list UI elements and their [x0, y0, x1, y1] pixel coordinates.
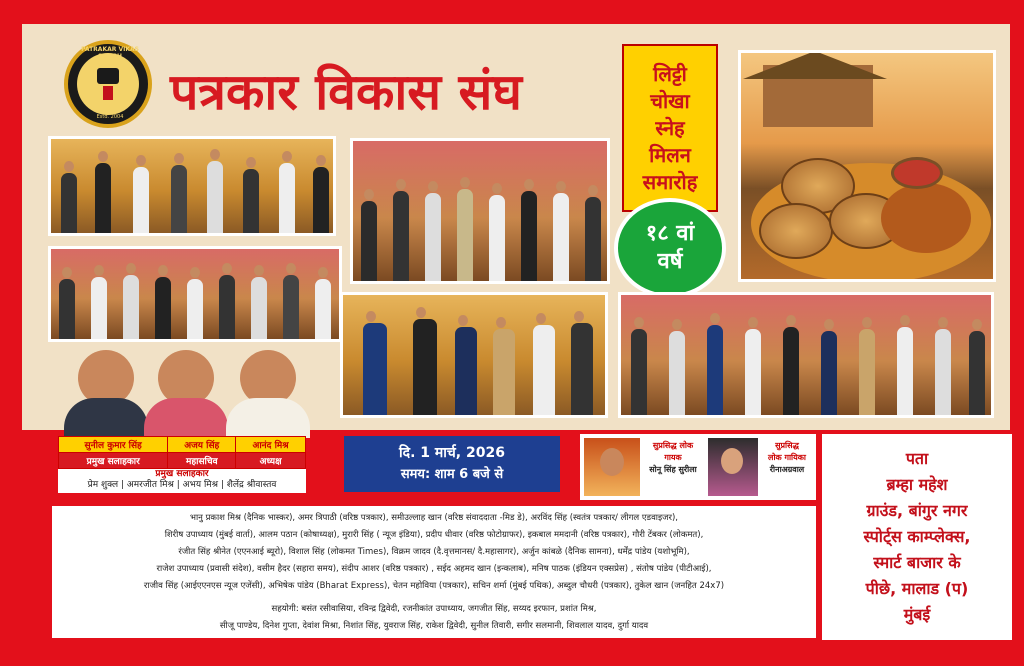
event-line: चोखा — [650, 88, 690, 113]
year-number: १८ वां — [645, 221, 695, 246]
event-photo-3 — [48, 246, 342, 342]
event-photo-2 — [350, 138, 610, 284]
supporters-line: सीजू पाण्डेय, दिनेश गुप्ता, देवांश मिश्रा, निशांत सिंह, युवराज सिंह, राकेश द्विवेदी, सुनील तिवारी, सगीर सलमानी, शिवलाल यादव, दुर्गा यादव — [219, 621, 649, 631]
year-label: वर्ष — [657, 249, 683, 274]
guest-line: राजीव सिंह (आईएएनएस न्यूज एजेंसी), अभिषेक पांडेय (Bharat Express), चेतन महोविया (पत्रकार), सचिन शर्मा (मुंबई पथिक), अब्दुल चौधरी (पत्रकार), तुकेल खान (जनहित 24x7) — [143, 581, 725, 591]
official-name: अजय सिंह — [168, 437, 236, 453]
singer-title: सुप्रसिद्ध लोक — [652, 441, 694, 450]
pen-icon — [103, 86, 113, 100]
singer-title: लोक गायिका — [768, 453, 806, 462]
event-line: समारोह — [642, 169, 698, 194]
guest-line: रंजीत सिंह श्रीनेत (एएनआई ब्यूरो), विशाल सिंह (लोकमत Times), विक्रम जादव (दै.वृत्तमानस/ दै.महासागर), अर्जुन कांबळे (दैनिक सामना), धर्मेंद्र पांडेय (यशोभूमि), — [178, 547, 690, 557]
logo-est: Estd. 2004 — [96, 114, 124, 120]
chokha-bowl — [881, 183, 971, 253]
logo-text: PATRAKAR VIKAS SANGH — [81, 46, 139, 60]
venue-line: ग्राउंड, बांगुर नगर — [866, 501, 968, 520]
event-line: लिट्टी — [653, 61, 687, 86]
venue-line: स्मार्ट बाजार के — [873, 553, 961, 572]
officials-table — [58, 436, 306, 494]
event-photo-1 — [48, 136, 336, 236]
singer-photo — [584, 438, 640, 496]
advisors-label: प्रमुख सलाहकार — [155, 469, 209, 479]
leader-portraits — [60, 346, 310, 434]
venue-box — [822, 434, 1012, 640]
venue-line: ब्रम्हा महेश — [886, 475, 948, 494]
chutney-bowl — [891, 157, 943, 189]
venue-line: मुंबई — [903, 605, 931, 624]
singer-title: गायक — [664, 453, 682, 462]
event-photo-5 — [618, 292, 994, 418]
litti — [759, 203, 833, 259]
venue-line: पता — [905, 449, 929, 468]
camera-icon — [97, 68, 119, 84]
venue-line: पीछे, मालाड (प) — [865, 579, 969, 598]
page-title: पत्रकार विकास संघ — [170, 62, 522, 121]
singer-title: सुप्रसिद्ध — [775, 441, 799, 450]
litti-chokha-image — [738, 50, 996, 282]
official-name: आनंद मिश्र — [236, 437, 306, 453]
guest-list — [52, 506, 816, 638]
year-badge — [614, 198, 726, 298]
event-title-box — [622, 44, 718, 212]
event-photo-4 — [340, 292, 608, 418]
event-line: मिलन — [649, 142, 691, 167]
guest-line: शिरीष उपाध्याय (मुंबई वार्ता), आलम पठान (कोषाध्यक्ष), मुरारी सिंह ( न्यूज इंडिया), प्रदीप धीवार (वरिष्ठ फोटोग्राफर), इकबाल ममदानी (वरिष्ठ पत्रकार), गौरी टेंबकर (लोकमत), — [164, 530, 704, 540]
hut-roof — [743, 51, 887, 79]
official-role: महासचिव — [168, 453, 236, 469]
event-date: दि. 1 मार्च, 2026 — [399, 445, 505, 461]
official-role: अध्यक्ष — [236, 453, 306, 469]
official-role: प्रमुख सलाहकार — [59, 453, 168, 469]
singer-name: रीनाअग्रवाल — [769, 465, 805, 474]
event-line: स्नेह — [655, 115, 685, 140]
official-name: सुनील कुमार सिंह — [59, 437, 168, 453]
supporters-line: सहयोगी: बसंत रसीवासिया, रविन्द्र द्विवेदी, रजनीकांत उपाध्याय, जगजीत सिंह, सय्यद इरफान, प्रशांत मिश्र, — [271, 604, 597, 614]
singers-box — [580, 434, 816, 500]
guest-line: भानु प्रकाश मिश्र (दैनिक भास्कर), अमर त्रिपाठी (वरिष्ठ पत्रकार), समीउल्लाह खान (वरिष्ठ संवाददाता -मिड डे), अरविंद सिंह (स्वतंत्र पत्रकार/ लीगल एडवाइजर), — [190, 513, 678, 523]
event-time: समय: शाम 6 बजे से — [400, 467, 504, 482]
advisors-names: प्रेम शुक्ल | अमरजीत मिश्र | अभय मिश्र | शैलेंद्र श्रीवास्तव — [87, 480, 277, 490]
singer-photo — [708, 438, 758, 496]
schedule-box — [344, 436, 560, 492]
venue-line: स्पोर्ट्स काम्प्लेक्स, — [863, 527, 971, 546]
guest-line: राजेश उपाध्याय (प्रवासी संदेश), वसीम हैदर (सहारा समय), संदीप आशर (वरिष्ठ पत्रकार) , सईद अहमद खान (इन्कलाब), मनिष पाठक (इंडियन एक्सप्रेस) , संतोष पांडेय (पीटीआई), — [156, 564, 712, 574]
singer-name: सोनू सिंह सुरीला — [649, 465, 697, 474]
